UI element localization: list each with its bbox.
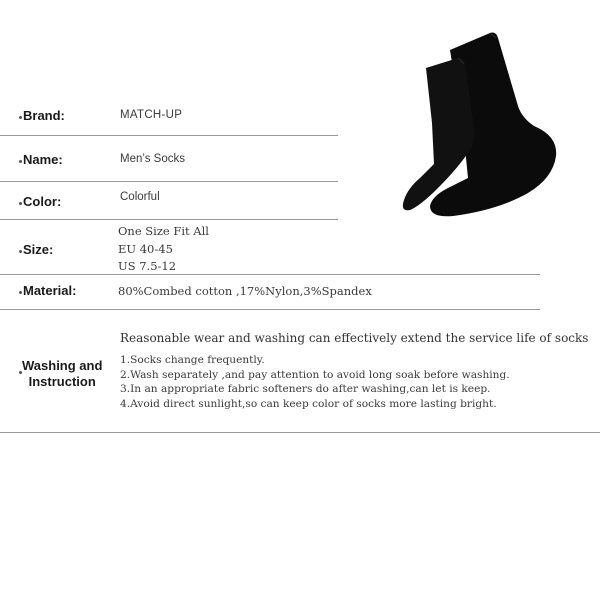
washing-label-line1: Washing and [22, 358, 103, 373]
divider [0, 181, 338, 182]
divider [0, 432, 600, 433]
divider [0, 219, 338, 220]
washing-instructions [120, 353, 510, 411]
material-label: Material: [23, 283, 77, 298]
washing-label-line2: Instruction [28, 374, 96, 389]
bullet-dot [19, 160, 22, 163]
bullet-dot [19, 291, 22, 294]
washing-heading: Reasonable wear and washing can effectively extend the service life of socks [120, 331, 589, 345]
instruction-item: 4.Avoid direct sunlight,so can keep color of socks more lasting bright. [120, 397, 497, 410]
bullet-dot [19, 116, 22, 119]
size-value-3: US 7.5-12 [118, 259, 177, 273]
instruction-item: 1.Socks change frequently. [120, 354, 265, 366]
divider [0, 309, 540, 310]
instruction-item: 2.Wash separately ,and pay attention to avoid long soak before washing. [120, 368, 510, 381]
size-value-1: One Size Fit All [118, 224, 209, 238]
bullet-dot [19, 250, 22, 253]
material-value: 80%Combed cotton ,17%Nylon,3%Spandex [118, 284, 372, 298]
brand-label: Brand: [23, 108, 65, 123]
name-value: Men’s Socks [120, 153, 185, 165]
brand-value: MATCH-UP [120, 109, 183, 121]
socks-image [398, 28, 563, 223]
color-label: Color: [23, 194, 62, 209]
color-value: Colorful [120, 191, 160, 203]
size-value-2: EU 40-45 [118, 242, 173, 256]
name-label: Name: [23, 152, 63, 167]
divider [0, 135, 338, 136]
instruction-item: 3.In an appropriate fabric softeners do after washing,can let is keep. [120, 383, 491, 395]
size-label: Size: [23, 242, 54, 257]
washing-label [22, 358, 102, 390]
bullet-dot [19, 202, 22, 205]
divider [0, 274, 540, 275]
